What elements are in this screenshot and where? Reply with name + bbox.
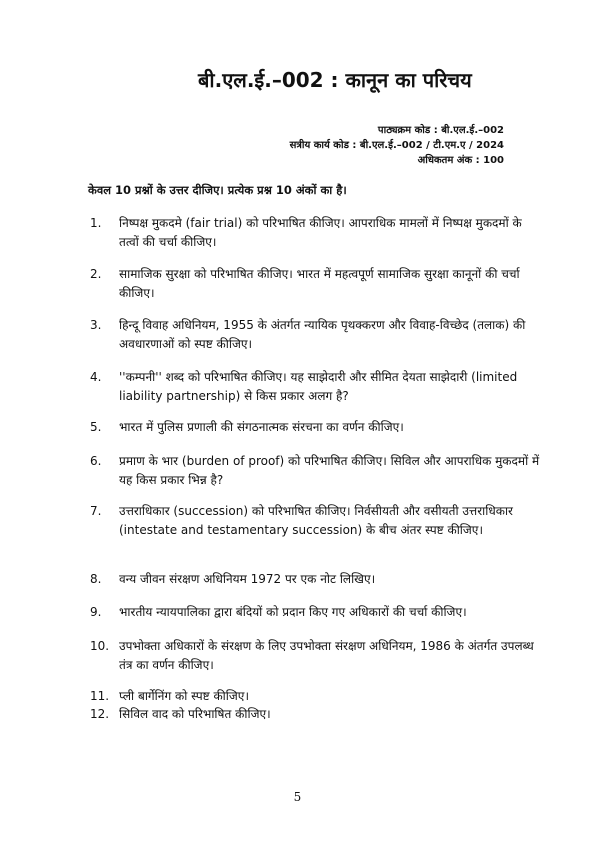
question-number: 12. (90, 707, 110, 721)
question-number: 2. (90, 267, 102, 281)
question-text: वन्य जीवन संरक्षण अधिनियम 1972 पर एक नोट लिखिए। (119, 572, 376, 586)
page-title: बी.एल.ई.–002 : कानून का परिचय (198, 68, 472, 92)
question-number: 8. (90, 572, 102, 586)
question-number: 4. (90, 370, 102, 384)
instruction-text: केवल 10 प्रश्नों के उत्तर दीजिए। प्रत्येक प्रश्न 10 अंकों का है। (88, 183, 347, 197)
max-marks: अधिकतम अंक : 100 (417, 155, 504, 166)
question-text: सामाजिक सुरक्षा को परिभाषित कीजिए। भारत में महत्वपूर्ण सामाजिक सुरक्षा कानूनों की चर्चा कीजिए। (119, 267, 520, 300)
question-text: हिन्दू विवाह अधिनियम, 1955 के अंतर्गत न्यायिक पृथक्करण और विवाह-विच्छेद (तलाक) की अवधारणाओं को स्पष्ट कीजिए। (119, 318, 526, 351)
question-text: उत्तराधिकार (succession) को परिभाषित कीजिए। निर्वसीयती और वसीयती उत्तराधिकार (intestate and testamentary succession) के बीच अंतर स्पष्ट कीजिए। (119, 504, 513, 537)
question-number: 5. (90, 420, 102, 434)
question-number: 9. (90, 605, 102, 619)
question-text: ''कम्पनी'' शब्द को परिभाषित कीजिए। यह साझेदारी और सीमित देयता साझेदारी (limited liability partnership) से किस प्रकार अलग है? (119, 370, 518, 403)
assignment-code: सत्रीय कार्य कोड : बी.एल.ई.–002 / टी.एम.ए / 2024 (289, 140, 504, 151)
question-number: 3. (90, 318, 102, 332)
question-text: उपभोक्ता अधिकारों के संरक्षण के लिए उपभोक्ता संरक्षण अधिनियम, 1986 के अंतर्गत उपलब्ध तंत्र का वर्णन कीजिए। (119, 639, 534, 672)
question-text: भारत में पुलिस प्रणाली की संगठनात्मक संरचना का वर्णन कीजिए। (119, 420, 404, 434)
question-text: सिविल वाद को परिभाषित कीजिए। (119, 707, 271, 721)
page-number: 5 (293, 790, 302, 804)
question-number: 6. (90, 454, 102, 468)
question-text: प्ली बार्गेनिंग को स्पष्ट कीजिए। (119, 689, 249, 703)
course-meta (290, 123, 504, 168)
course-code: पाठ्यक्रम कोड : बी.एल.ई.–002 (377, 125, 504, 136)
question-text: निष्पक्ष मुकदमे (fair trial) को परिभाषित कीजिए। आपराधिक मामलों में निष्पक्ष मुकदमों के तत्वों की चर्चा कीजिए। (119, 216, 522, 249)
question-text: भारतीय न्यायपालिका द्वारा बंदियों को प्रदान किए गए अधिकारों की चर्चा कीजिए। (119, 605, 467, 619)
question-number: 7. (90, 504, 102, 518)
question-number: 10. (90, 639, 110, 653)
question-number: 1. (90, 216, 102, 230)
question-number: 11. (90, 689, 110, 703)
question-text: प्रमाण के भार (burden of proof) को परिभाषित कीजिए। सिविल और आपराधिक मुकदमों में यह किस प्रकार भिन्न है? (119, 454, 540, 487)
